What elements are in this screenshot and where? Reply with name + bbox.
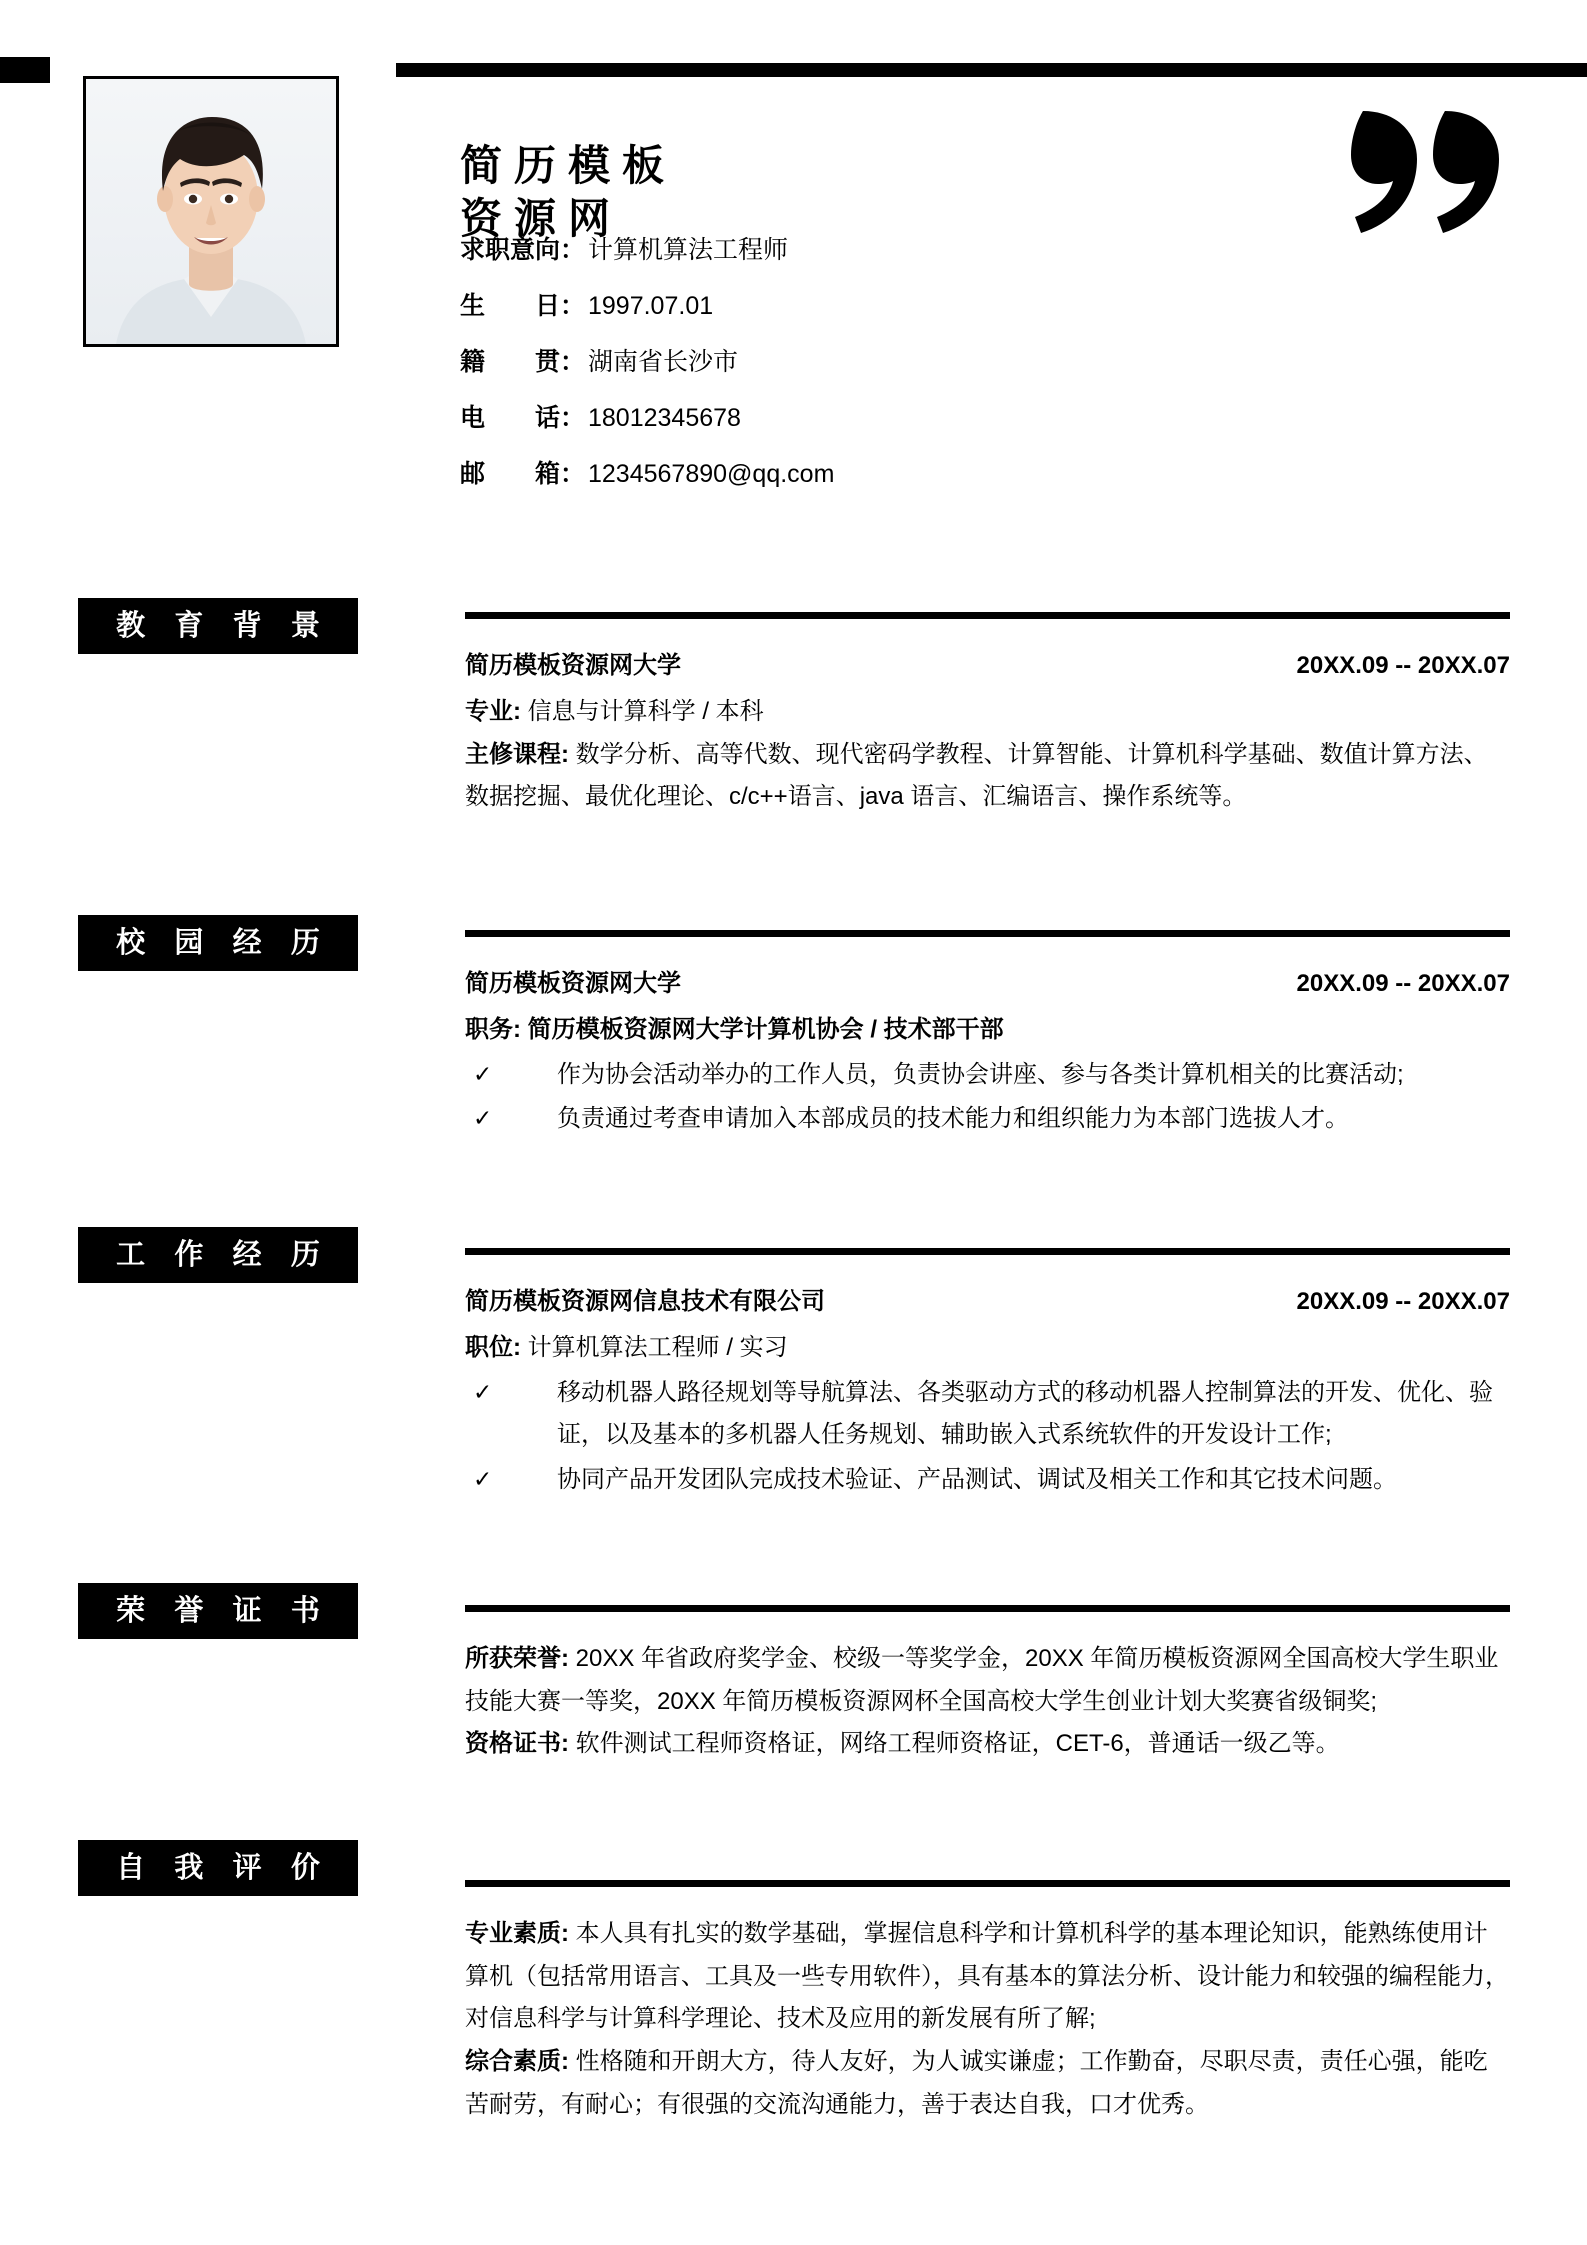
honors-section bbox=[465, 1605, 1510, 1766]
job-objective-value: 计算机算法工程师 bbox=[588, 236, 789, 264]
education-major bbox=[465, 691, 1510, 734]
work-role bbox=[465, 1327, 1510, 1370]
email-row bbox=[460, 454, 1160, 490]
section-tag-honors: 荣 誉 证 书 bbox=[78, 1583, 358, 1639]
work-bullet-text: 移动机器人路径规划等导航算法、各类驱动方式的移动机器人控制算法的开发、优化、验证，以及基本的多机器人任务规划、辅助嵌入式系统软件的开发设计工作; bbox=[557, 1378, 1493, 1449]
honors-awards-label: 所获荣誉: bbox=[465, 1645, 569, 1672]
list-item bbox=[465, 1372, 1510, 1457]
campus-role-label: 职务: bbox=[465, 1016, 521, 1043]
candidate-name: 简历模板资源网 bbox=[460, 142, 677, 242]
job-objective-label: 求职意向： bbox=[460, 236, 586, 264]
education-courses bbox=[465, 734, 1510, 819]
section-divider-campus bbox=[465, 930, 1510, 937]
contact-info-list bbox=[460, 230, 1160, 510]
selfeval-general-label: 综合素质: bbox=[465, 2048, 569, 2076]
education-major-value: 信息与计算科学 / 本科 bbox=[527, 698, 764, 725]
selfeval-section bbox=[465, 1880, 1510, 2127]
check-icon: ✓ bbox=[473, 1060, 493, 1087]
phone-row bbox=[460, 398, 1160, 434]
section-divider-honors bbox=[465, 1605, 1510, 1612]
check-icon: ✓ bbox=[473, 1466, 493, 1493]
selfeval-general-value: 性格随和开朗大方，待人友好，为人诚实谦虚；工作勤奋，尽职尽责，责任心强，能吃苦耐劳，有耐心；有很强的交流沟通能力，善于表达自我，口才优秀。 bbox=[465, 2048, 1488, 2118]
work-bullet-text: 协同产品开发团队完成技术验证、产品测试、调试及相关工作和其它技术问题。 bbox=[557, 1466, 1397, 1494]
campus-bullet-list bbox=[465, 1054, 1510, 1141]
work-role-label: 职位: bbox=[465, 1334, 521, 1361]
work-role-value: 计算机算法工程师 / 实习 bbox=[527, 1334, 788, 1361]
section-divider-education bbox=[465, 612, 1510, 619]
selfeval-professional-label: 专业素质: bbox=[465, 1920, 569, 1947]
education-courses-label: 主修课程: bbox=[465, 740, 569, 768]
section-divider-selfeval bbox=[465, 1880, 1510, 1887]
campus-entry-head bbox=[465, 963, 1510, 1005]
campus-role bbox=[465, 1009, 1510, 1052]
education-section bbox=[465, 612, 1510, 819]
list-item bbox=[465, 1459, 1510, 1502]
selfeval-general bbox=[465, 2041, 1510, 2126]
education-entry-head bbox=[465, 645, 1510, 687]
phone-value: 18012345678 bbox=[588, 404, 741, 432]
work-section bbox=[465, 1248, 1510, 1504]
birth-date-label: 生 日： bbox=[460, 292, 586, 320]
top-left-accent-bar bbox=[0, 57, 50, 83]
section-tag-education: 教 育 背 景 bbox=[78, 598, 358, 654]
campus-date: 20XX.09 -- 20XX.07 bbox=[1296, 970, 1510, 997]
hometown-row bbox=[460, 342, 1160, 378]
job-objective-row bbox=[460, 230, 1160, 266]
profile-photo bbox=[83, 76, 339, 347]
hometown-label: 籍 贯： bbox=[460, 348, 586, 376]
check-icon: ✓ bbox=[473, 1105, 493, 1132]
work-bullet-list bbox=[465, 1372, 1510, 1502]
campus-bullet-text: 作为协会活动举办的工作人员，负责协会讲座、参与各类计算机相关的比赛活动; bbox=[557, 1060, 1404, 1088]
selfeval-professional-value: 本人具有扎实的数学基础，掌握信息科学和计算机科学的基本理论知识，能熟练使用计算机（包括常用语言、工具及一些专用软件），具有基本的算法分析、设计能力和较强的编程能力，对信息科学与计算科学理论、技术及应用的新发展有所了解; bbox=[465, 1920, 1509, 2033]
honors-certificates bbox=[465, 1723, 1510, 1766]
hometown-value: 湖南省长沙市 bbox=[588, 348, 739, 376]
work-date: 20XX.09 -- 20XX.07 bbox=[1296, 1288, 1510, 1315]
phone-label: 电 话： bbox=[460, 404, 586, 432]
portrait-illustration bbox=[86, 79, 336, 344]
campus-bullet-text: 负责通过考查申请加入本部成员的技术能力和组织能力为本部门选拔人才。 bbox=[557, 1105, 1349, 1133]
education-courses-value: 数学分析、高等代数、现代密码学教程、计算智能、计算机科学基础、数值计算方法、数据挖掘、最优化理论、c/c++语言、java 语言、汇编语言、操作系统等。 bbox=[465, 740, 1488, 811]
selfeval-professional bbox=[465, 1913, 1510, 2041]
education-major-label: 专业: bbox=[465, 698, 521, 725]
list-item bbox=[465, 1054, 1510, 1097]
honors-awards bbox=[465, 1638, 1510, 1723]
check-icon: ✓ bbox=[473, 1378, 493, 1405]
list-item bbox=[465, 1098, 1510, 1141]
honors-certificates-label: 资格证书: bbox=[465, 1730, 569, 1758]
birth-date-row bbox=[460, 286, 1160, 322]
campus-role-value: 简历模板资源网大学计算机协会 / 技术部干部 bbox=[527, 1016, 1004, 1043]
top-right-accent-bar bbox=[396, 63, 1587, 77]
birth-date-value: 1997.07.01 bbox=[588, 292, 714, 320]
honors-certificates-value: 软件测试工程师资格证，网络工程师资格证，CET-6，普通话一级乙等。 bbox=[575, 1730, 1340, 1758]
honors-awards-value: 20XX 年省政府奖学金、校级一等奖学金，20XX 年简历模板资源网全国高校大学生职业技能大赛一等奖，20XX 年简历模板资源网杯全国高校大学生创业计划大奖赛省级铜奖; bbox=[465, 1645, 1499, 1715]
work-entry-head bbox=[465, 1281, 1510, 1323]
right-double-quote-icon bbox=[1347, 105, 1507, 235]
section-tag-campus: 校 园 经 历 bbox=[78, 915, 358, 971]
campus-org: 简历模板资源网大学 bbox=[465, 970, 681, 997]
section-divider-work bbox=[465, 1248, 1510, 1255]
work-org: 简历模板资源网信息技术有限公司 bbox=[465, 1288, 825, 1315]
education-org: 简历模板资源网大学 bbox=[465, 652, 681, 679]
education-date: 20XX.09 -- 20XX.07 bbox=[1296, 652, 1510, 679]
section-tag-work: 工 作 经 历 bbox=[78, 1227, 358, 1283]
section-tag-selfeval: 自 我 评 价 bbox=[78, 1840, 358, 1896]
email-label: 邮 箱： bbox=[460, 460, 586, 488]
email-value: 1234567890@qq.com bbox=[588, 460, 835, 488]
campus-section bbox=[465, 930, 1510, 1143]
